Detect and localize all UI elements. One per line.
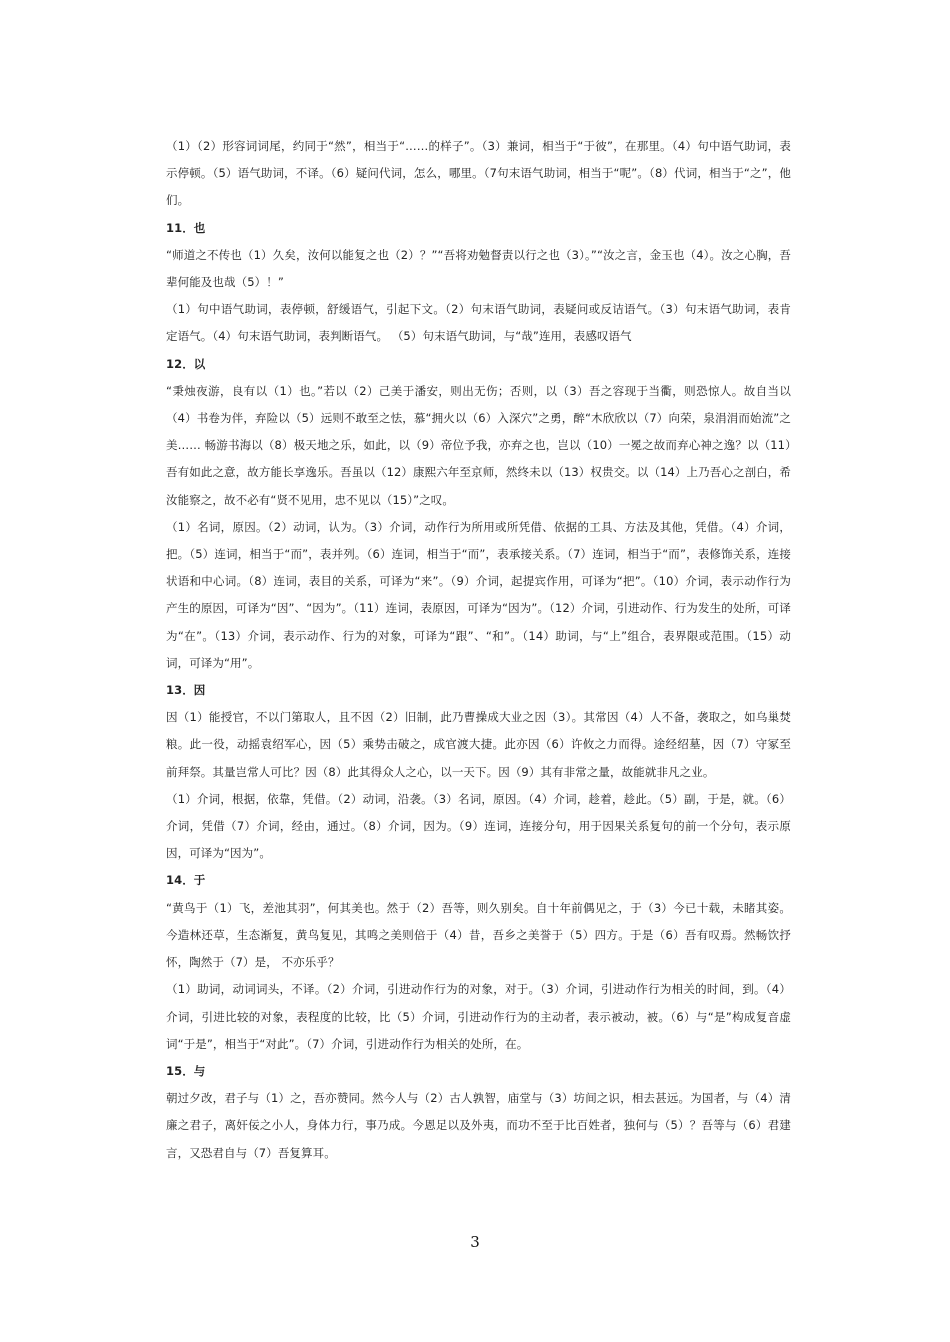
paragraph: （1）助词，动词词头，不译。（2）介词，引进动作行为的对象，对于。（3）介词，引进动作行为相关的时间，到。（4）介词，引进比较的对象，表程度的比较，比（5）介词，引进动作行为的主动者，表示被动，被。（6）与“是”构成复音虚词“于是”，相当于“对此”。（7）介词，引进动作行为相关的处所，在。 (166, 982, 791, 1051)
document-body (166, 133, 791, 1167)
paragraph: （1）句中语气助词，表停顿，舒缓语气，引起下文。（2）句末语气助词，表疑问或反诘语气。（3）句末语气助词，表肯定语气。（4）句末语气助词，表判断语气。 （5）句末语气助词，与“哉”连用，表感叹语气 (166, 302, 791, 344)
section-heading: 13．因 (166, 683, 206, 698)
paragraph: （1）（2）形容词词尾，约同于“然”，相当于“……的样子”。（3）兼词，相当于“于彼”，在那里。（4）句中语气助词，表示停顿。（5）语气助词，不译。（6）疑问代词，怎么，哪里。（7句末语气助词，相当于“呢”。（8）代词，相当于“之”，他们。 (166, 139, 791, 208)
paragraph: 因（1）能授官，不以门第取人，且不因（2）旧制，此乃曹操成大业之因（3）。其常因（4）人不备，袭取之，如乌巢焚粮。此一役，动摇袁绍军心，因（5）乘势击破之，成官渡大捷。此亦因（6）许攸之力而得。途经绍墓，因（7）守冢至前拜祭。其量岂常人可比？因（8）此其得众人之心，以一天下。因（9）其有非常之量，故能就非凡之业。 (166, 710, 791, 779)
paragraph: 朝过夕改，君子与（1）之，吾亦赞同。然今人与（2）古人孰智，庙堂与（3）坊间之识，相去甚远。为国者，与（4）清廉之君子，离奸佞之小人，身体力行，事乃成。今恩足以及外夷，而功不至于比百姓者，独何与（5）？吾等与（6）君建言，又恐君自与（7）吾复算耳。 (166, 1091, 791, 1160)
paragraph: “师道之不传也（1）久矣，汝何以能复之也（2）？”“吾将劝勉督责以行之也（3）。”“汝之言，金玉也（4）。汝之心胸，吾辈何能及也哉（5）！” (166, 247, 791, 290)
section-heading: 11．也 (166, 220, 206, 235)
paragraph: （1）介词，根据，依靠，凭借。（2）动词，沿袭。（3）名词，原因。（4）介词，趁着，趁此。（5）副，于是，就。（6）介词，凭借（7）介词，经由，通过。（8）介词，因为。（9）连词，连接分句，用于因果关系复句的前一个分句，表示原因，可译为“因为”。 (166, 791, 791, 861)
paragraph: “秉烛夜游，良有以（1）也。”若以（2）己美于潘安，则出无伤；否则，以（3）吾之容现于当衢，则恐惊人。故自当以（4）书卷为伴，弃险以（5）远则不敢至之怯，慕“拥火以（6）入深穴”之勇，醉“木欣欣以（7）向荣，泉涓涓而始流”之美…… 畅游书海以（8）极天地之乐，如此，以（9）帝位予我，亦弃之也，岂以（10）一冕之故而弃心神之逸？以（11）吾有如此之意，故方能长享逸乐。吾虽以（12）康熙六年至京师，然终未以（13）权贵交。以（14）上乃吾心之剖白，希汝能察之，故不必有“贤不见用，忠不见以（15）”之叹。 (166, 383, 791, 507)
section-heading: 12．以 (166, 356, 206, 371)
section-heading: 14．于 (166, 873, 206, 888)
page-number: 3 (470, 1233, 480, 1251)
paragraph: “黄鸟于（1）飞，差池其羽”，何其美也。然于（2）吾等，则久别矣。自十年前偶见之，于（3）今已十载，未睹其姿。今造林还草，生态渐复，黄鸟复见，其鸣之美则倍于（4）昔，吾乡之美誉于（5）四方。于是（6）吾有叹焉。然畅饮抒怀，陶然于（7）是， 不亦乐乎？ (166, 900, 791, 970)
paragraph: （1）名词，原因。（2）动词，认为。（3）介词，动作行为所用或所凭借、依据的工具、方法及其他，凭借。（4）介词，把。（5）连词，相当于“而”，表并列。（6）连词，相当于“而”，表承接关系。（7）连词，相当于“而”，表修饰关系，连接状语和中心词。（8）连词，表目的关系，可译为“来”。（9）介词，起提宾作用，可译为“把”。（10）介词，表示动作行为产生的原因，可译为“因”、“因为”。（11）连词，表原因，可译为“因为”。（12）介词，引进动作、行为发生的处所，可译为“在”。（13）介词，表示动作、行为的对象，可译为“跟”、“和”。（14）助词，与“上”组合，表界限或范围。（15）动词，可译为“用”。 (166, 519, 791, 670)
section-heading: 15．与 (166, 1063, 206, 1078)
